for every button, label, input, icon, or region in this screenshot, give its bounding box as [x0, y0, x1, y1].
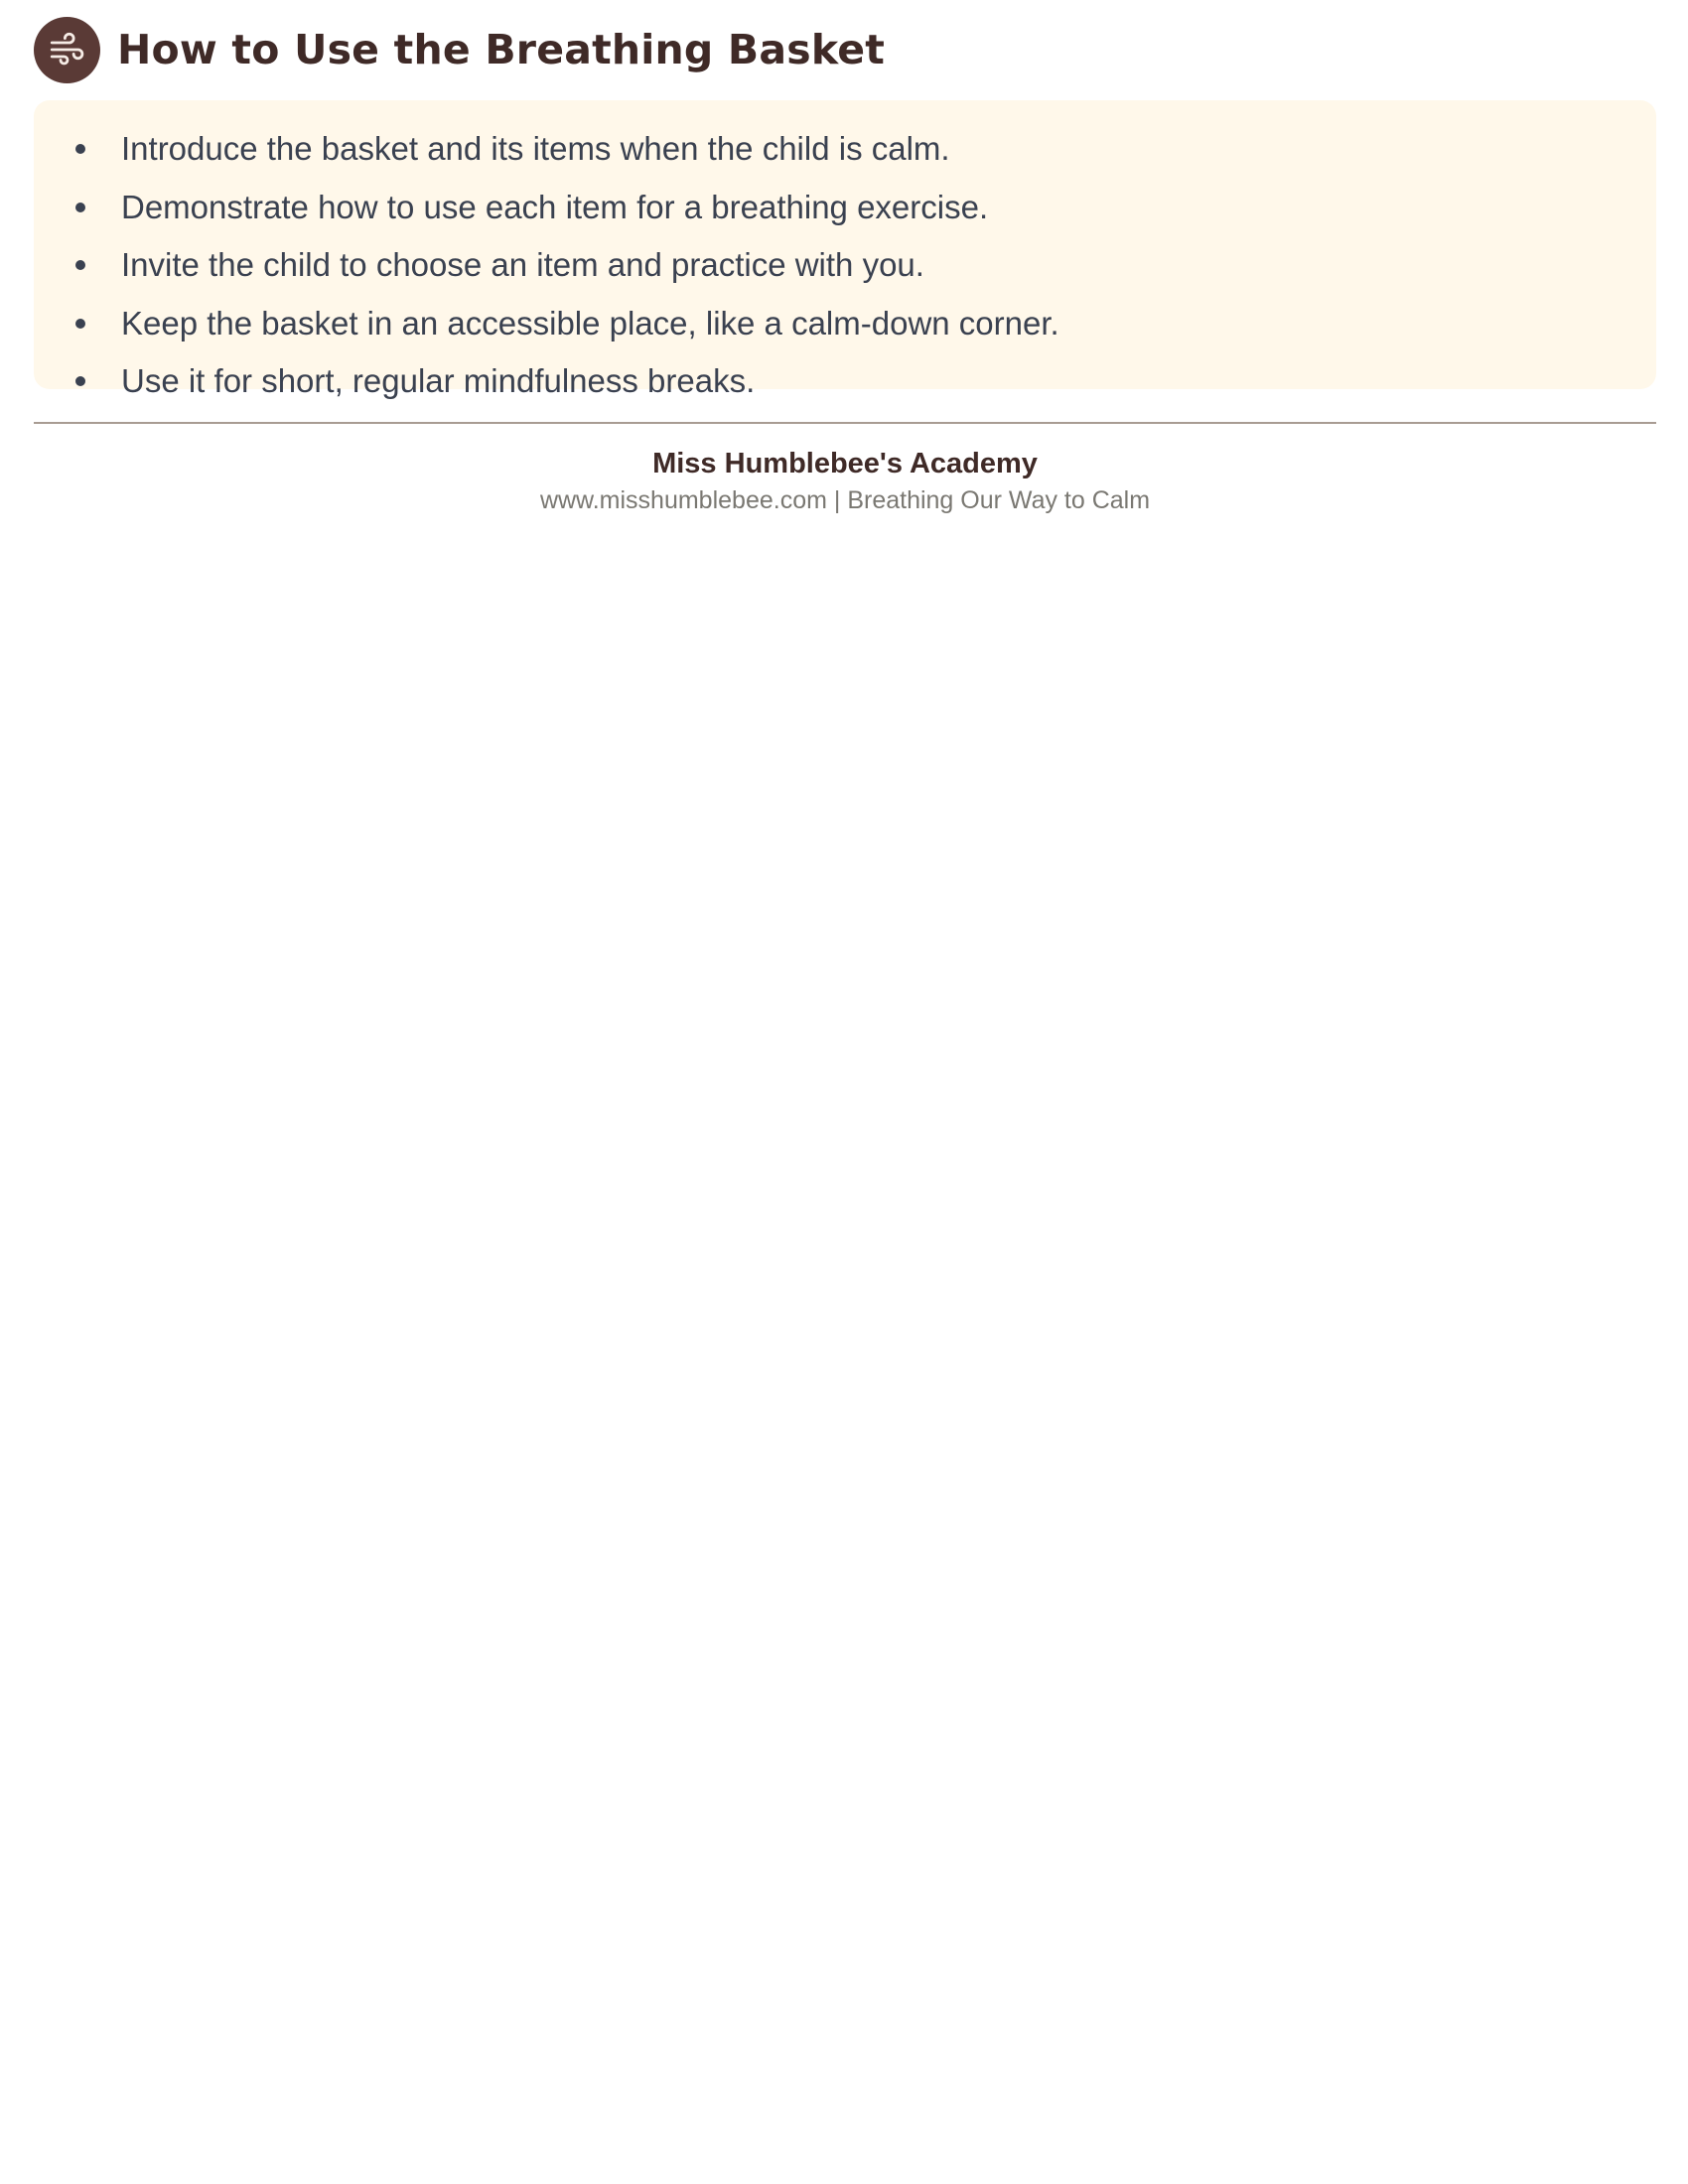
step-text: Use it for short, regular mindfulness breaks.	[121, 362, 756, 399]
list-item	[34, 236, 1656, 295]
bullet-dot	[75, 376, 85, 386]
step-text: Keep the basket in an accessible place, like a calm-down corner.	[121, 304, 1059, 341]
page	[34, 16, 1656, 517]
list-item	[34, 120, 1656, 179]
steps-list	[34, 120, 1656, 411]
bullet-dot	[75, 203, 85, 212]
footer-divider	[34, 422, 1656, 424]
footer	[34, 446, 1656, 517]
bullet-dot	[75, 319, 85, 329]
step-text: Introduce the basket and its items when the child is calm.	[121, 130, 950, 167]
list-item	[34, 352, 1656, 411]
footer-tagline: www.misshumblebee.com | Breathing Our Way to Calm	[539, 486, 1151, 514]
list-item	[34, 295, 1656, 353]
wind-icon	[34, 17, 100, 83]
steps-card	[34, 100, 1656, 399]
bullet-dot	[75, 260, 85, 270]
step-text: Invite the child to choose an item and practice with you.	[121, 246, 924, 283]
bullet-dot	[75, 144, 85, 154]
section-title: How to Use the Breathing Basket	[117, 26, 886, 73]
list-item	[34, 179, 1656, 237]
step-text: Demonstrate how to use each item for a breathing exercise.	[121, 188, 989, 225]
section-header	[34, 16, 1656, 83]
footer-academy-name: Miss Humblebee's Academy	[652, 448, 1038, 479]
